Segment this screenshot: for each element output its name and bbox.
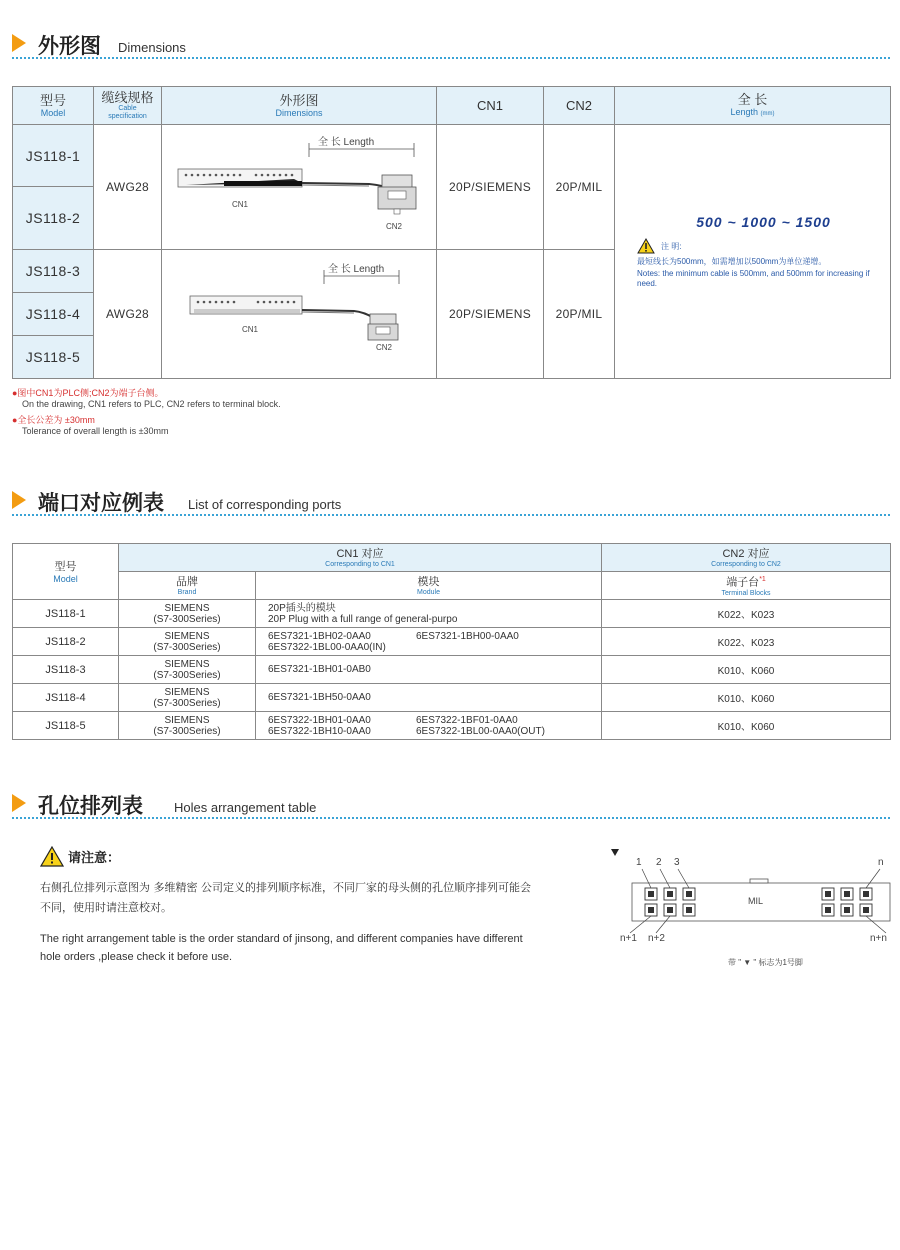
pin-label-3: 3 — [674, 857, 680, 868]
cn2-cell: 20P/MIL — [544, 250, 615, 379]
port-terminal-cell: K010、K060 — [602, 656, 891, 684]
dimensions-table — [12, 86, 891, 379]
model-cell: JS118-2 — [13, 187, 94, 250]
port-model-cell: JS118-1 — [13, 600, 119, 628]
port-brand-cell — [119, 712, 256, 740]
section-dimensions-header — [12, 30, 890, 60]
header-zh: 品牌 — [176, 575, 198, 588]
triangle-bullet-icon — [12, 34, 26, 52]
brand-series: (S7-300Series) — [153, 725, 221, 737]
header-en: Dimensions — [275, 107, 323, 118]
dim-header-cable — [94, 87, 162, 125]
port-terminal-cell: K010、K060 — [602, 712, 891, 740]
note-en: Notes: the minimum cable is 500mm, and 500mm for increasing if need. — [637, 269, 870, 288]
brand-name: SIEMENS — [164, 714, 210, 726]
terminal-label: 端子台 — [726, 576, 760, 589]
section-title-en: List of corresponding ports — [188, 497, 342, 512]
dim-row — [13, 125, 891, 187]
cn2-cell: 20P/MIL — [544, 125, 615, 250]
cable-drawing-2 — [164, 254, 434, 374]
header-zh: CN2 对应 — [722, 547, 770, 560]
pin-label-n1: n+1 — [620, 933, 637, 944]
brand-name: SIEMENS — [164, 630, 210, 642]
brand-series: (S7-300Series) — [153, 641, 221, 653]
table-row — [13, 600, 891, 628]
module-line: 6ES7322-1BH10-0AA0 — [268, 725, 371, 737]
header-zh: 型号 — [39, 92, 66, 108]
module-line-right: 6ES7322-1BF01-0AA0 — [416, 715, 518, 726]
triangle-bullet-icon — [12, 491, 26, 509]
holes-note-zh: 右侧孔位排列示意图为 多维精密 公司定义的排列顺序标准，不同厂家的母头侧的孔位顺序排列可能会不同，使用时请注意校对。 — [40, 881, 531, 914]
header-zh: 缆线规格 — [101, 89, 154, 105]
pin-label-n: n — [878, 857, 884, 868]
section-title-zh: 外形图 — [38, 34, 101, 58]
module-line: 6ES7322-1BH01-0AA0 — [268, 714, 371, 726]
header-zh: 模块 — [417, 575, 440, 588]
header-zh: 全 长 — [737, 91, 768, 107]
ports-header-module — [256, 572, 602, 600]
length-arrow-label: 全 长 Length — [328, 264, 385, 275]
dotted-divider — [12, 514, 890, 516]
cn1-drawing-label: CN1 — [232, 200, 249, 209]
note-tol-zh: ●全长公差为 ±30mm — [12, 415, 95, 425]
brand-name: SIEMENS — [164, 686, 210, 698]
dotted-divider — [12, 57, 890, 59]
section-title-zh: 孔位排列表 — [38, 794, 143, 818]
ports-header-terminal — [602, 572, 891, 600]
dim-header-dimensions — [162, 87, 437, 125]
module-line: 6ES7321-1BH01-0AB0 — [268, 664, 371, 675]
port-terminal-cell: K022、K023 — [602, 600, 891, 628]
ports-subheader-row — [13, 572, 891, 600]
brand-series: (S7-300Series) — [153, 669, 221, 681]
holes-diagram-svg — [608, 845, 893, 975]
port-brand-cell — [119, 628, 256, 656]
section-title-zh: 端口对应例表 — [38, 491, 164, 515]
ports-header-brand — [119, 572, 256, 600]
length-arrow-label: 全 长 Length — [318, 137, 375, 148]
diagram-caption: 带 " ▼ " 标志为1号脚 — [728, 958, 803, 967]
port-model-cell: JS118-4 — [13, 684, 119, 712]
cn1-cell: 20P/SIEMENS — [437, 250, 544, 379]
brand-series: (S7-300Series) — [153, 697, 221, 709]
port-model-cell: JS118-5 — [13, 712, 119, 740]
drawing-cell-2 — [162, 250, 437, 379]
length-unit: (mm) — [760, 110, 775, 117]
header-zh — [602, 573, 890, 590]
holes-diagram — [608, 845, 893, 975]
table-row — [13, 712, 891, 740]
header-zh: 外形图 — [279, 92, 319, 108]
dim-header-cn1: CN1 — [437, 87, 544, 125]
port-model-cell: JS118-3 — [13, 656, 119, 684]
mil-label: MIL — [748, 896, 764, 906]
module-line: 6ES7321-1BH02-0AA0 — [268, 630, 371, 642]
ports-table — [12, 543, 891, 740]
pin-label-n2: n+2 — [648, 933, 665, 944]
port-brand-cell — [119, 600, 256, 628]
module-line-right: 6ES7322-1BL00-0AA0(OUT) — [416, 726, 545, 737]
ports-body — [13, 600, 891, 740]
port-module-cell — [256, 600, 602, 628]
brand-name: SIEMENS — [164, 602, 210, 614]
port-module-cell — [256, 712, 602, 740]
brand-name: SIEMENS — [164, 658, 210, 670]
model-cell: JS118-1 — [13, 125, 94, 187]
section-title-en: Dimensions — [118, 40, 186, 55]
length-cell — [615, 125, 891, 379]
holes-note-en: The right arrangement table is the order standard of jinsong, and different companies have different hole orders ,please check it before use. — [40, 933, 523, 963]
port-module-cell — [256, 684, 602, 712]
header-zh: CN1 对应 — [336, 547, 384, 560]
ports-header-cn2 — [602, 544, 891, 572]
port-brand-cell — [119, 656, 256, 684]
dim-header-length — [615, 87, 891, 125]
note-tol-en: Tolerance of overall length is ±30mm — [22, 426, 169, 436]
table-row — [13, 628, 891, 656]
port-model-cell: JS118-2 — [13, 628, 119, 656]
module-line: 20P插头的模块 — [268, 602, 336, 614]
module-line: 20P Plug with a full range of general-purpo — [268, 613, 458, 625]
header-zh: 型号 — [54, 560, 77, 573]
drawing-cell-1 — [162, 125, 437, 250]
header-en: Corresponding to CN1 — [325, 560, 395, 568]
header-en: Corresponding to CN2 — [711, 560, 781, 568]
footnote-mark: *1 — [759, 576, 766, 584]
cn1-cell: 20P/SIEMENS — [437, 125, 544, 250]
model-cell: JS118-4 — [13, 293, 94, 336]
brand-series: (S7-300Series) — [153, 613, 221, 625]
header-en: Model — [53, 573, 78, 584]
port-terminal-cell: K010、K060 — [602, 684, 891, 712]
table-row — [13, 684, 891, 712]
header-en: Cable — [118, 104, 137, 112]
header-en — [615, 107, 890, 119]
header-en: Terminal Blocks — [721, 589, 771, 597]
note-label: 注 明: — [661, 241, 682, 251]
header-en: Brand — [177, 588, 197, 596]
pin-label-2: 2 — [656, 857, 662, 868]
cn1-drawing-label: CN1 — [242, 325, 259, 334]
header-en: specification — [108, 112, 147, 120]
ports-header-model — [13, 544, 119, 600]
ports-header-row — [13, 544, 891, 572]
dim-header-model — [13, 87, 94, 125]
section-holes-header — [12, 790, 890, 820]
port-brand-cell — [119, 684, 256, 712]
dotted-divider — [12, 817, 890, 819]
dimension-notes — [12, 386, 281, 436]
module-line: 6ES7322-1BL00-0AA0(IN) — [268, 641, 386, 653]
header-en: Module — [417, 588, 440, 596]
note-zh: 最短线长为500mm，如需增加以500mm为单位递增。 — [637, 257, 827, 266]
warning-icon — [40, 846, 64, 867]
dim-header-cn2: CN2 — [544, 87, 615, 125]
attention-label: 请注意： — [68, 851, 121, 866]
table-row — [13, 656, 891, 684]
cable-cell: AWG28 — [94, 125, 162, 250]
model-cell: JS118-5 — [13, 336, 94, 379]
length-values: 500 ~ 1000 ~ 1500 — [696, 214, 831, 230]
section-title-en: Holes arrangement table — [174, 800, 317, 815]
attention-heading — [40, 846, 120, 867]
length-label: Length — [730, 106, 758, 117]
length-note-head — [637, 238, 890, 254]
ports-header-cn1 — [119, 544, 602, 572]
cable-cell: AWG28 — [94, 250, 162, 379]
model-cell: JS118-3 — [13, 250, 94, 293]
port-module-cell — [256, 656, 602, 684]
port-module-cell — [256, 628, 602, 656]
pin-label-1: 1 — [636, 857, 642, 868]
cn2-drawing-label: CN2 — [386, 222, 403, 231]
pin-label-nn: n+n — [870, 933, 887, 944]
module-line-right: 6ES7321-1BH00-0AA0 — [416, 631, 519, 642]
warning-icon — [637, 238, 655, 254]
triangle-bullet-icon — [12, 794, 26, 812]
note-cn-zh: ●图中CN1为PLC侧;CN2为端子台侧。 — [12, 388, 164, 398]
note-cn-en: On the drawing, CN1 refers to PLC, CN2 refers to terminal block. — [22, 399, 281, 409]
section-ports-header — [12, 487, 890, 517]
header-en: Model — [40, 107, 66, 118]
port-terminal-cell: K022、K023 — [602, 628, 891, 656]
dim-header-row — [13, 87, 891, 125]
module-line: 6ES7321-1BH50-0AA0 — [268, 692, 371, 703]
cn2-drawing-label: CN2 — [376, 343, 393, 352]
